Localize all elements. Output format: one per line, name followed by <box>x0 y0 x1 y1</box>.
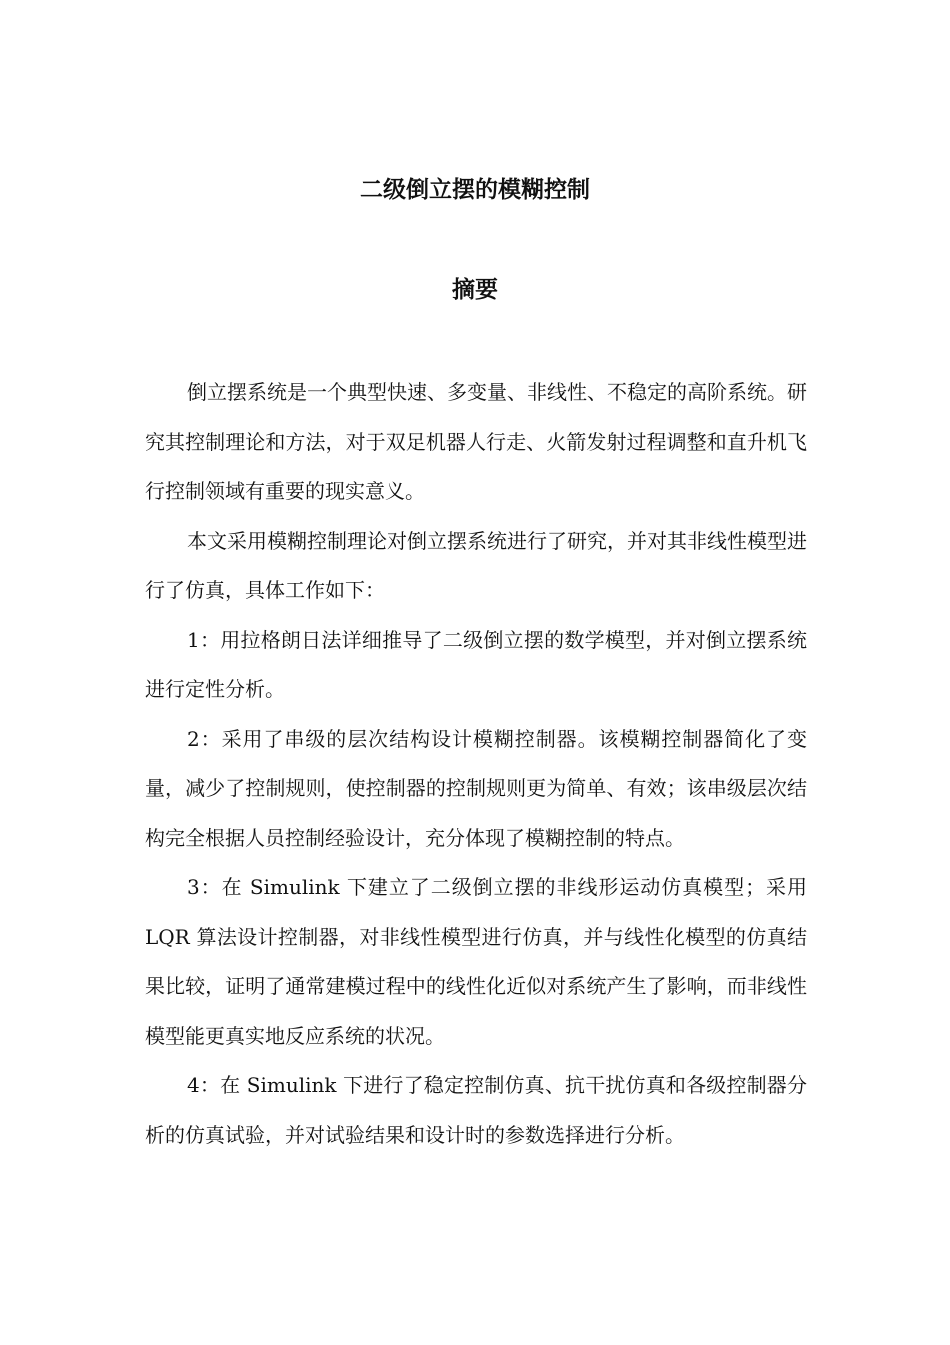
abstract-paragraph-1: 倒立摆系统是一个典型快速、多变量、非线性、不稳定的高阶系统。研究其控制理论和方法，对于双足机器人行走、火箭发射过程调整和直升机飞行控制领域有重要的现实意义。 <box>145 380 807 503</box>
document-title: 二级倒立摆的模糊控制 <box>360 177 590 203</box>
abstract-heading: 摘要 <box>452 277 498 303</box>
abstract-body <box>145 368 807 1160</box>
abstract-item-3: 3：在 Simulink 下建立了二级倒立摆的非线形运动仿真模型；采用 LQR 算法设计控制器，对非线性模型进行仿真，并与线性化模型的仿真结果比较，证明了通常建模过程中的线性化近似对系统产生了影响，而非线性模型能更真实地反应系统的状况。 <box>145 875 807 1048</box>
abstract-item-1: 1：用拉格朗日法详细推导了二级倒立摆的数学模型，并对倒立摆系统进行定性分析。 <box>145 627 807 701</box>
abstract-item-4: 4：在 Simulink 下进行了稳定控制仿真、抗干扰仿真和各级控制器分析的仿真试验，并对试验结果和设计时的参数选择进行分析。 <box>145 1073 807 1147</box>
abstract-paragraph-2: 本文采用模糊控制理论对倒立摆系统进行了研究，并对其非线性模型进行了仿真，具体工作如下： <box>145 528 807 602</box>
abstract-item-2: 2：采用了串级的层次结构设计模糊控制器。该模糊控制器简化了变量，减少了控制规则，使控制器的控制规则更为简单、有效；该串级层次结构完全根据人员控制经验设计，充分体现了模糊控制的特点。 <box>145 726 807 850</box>
